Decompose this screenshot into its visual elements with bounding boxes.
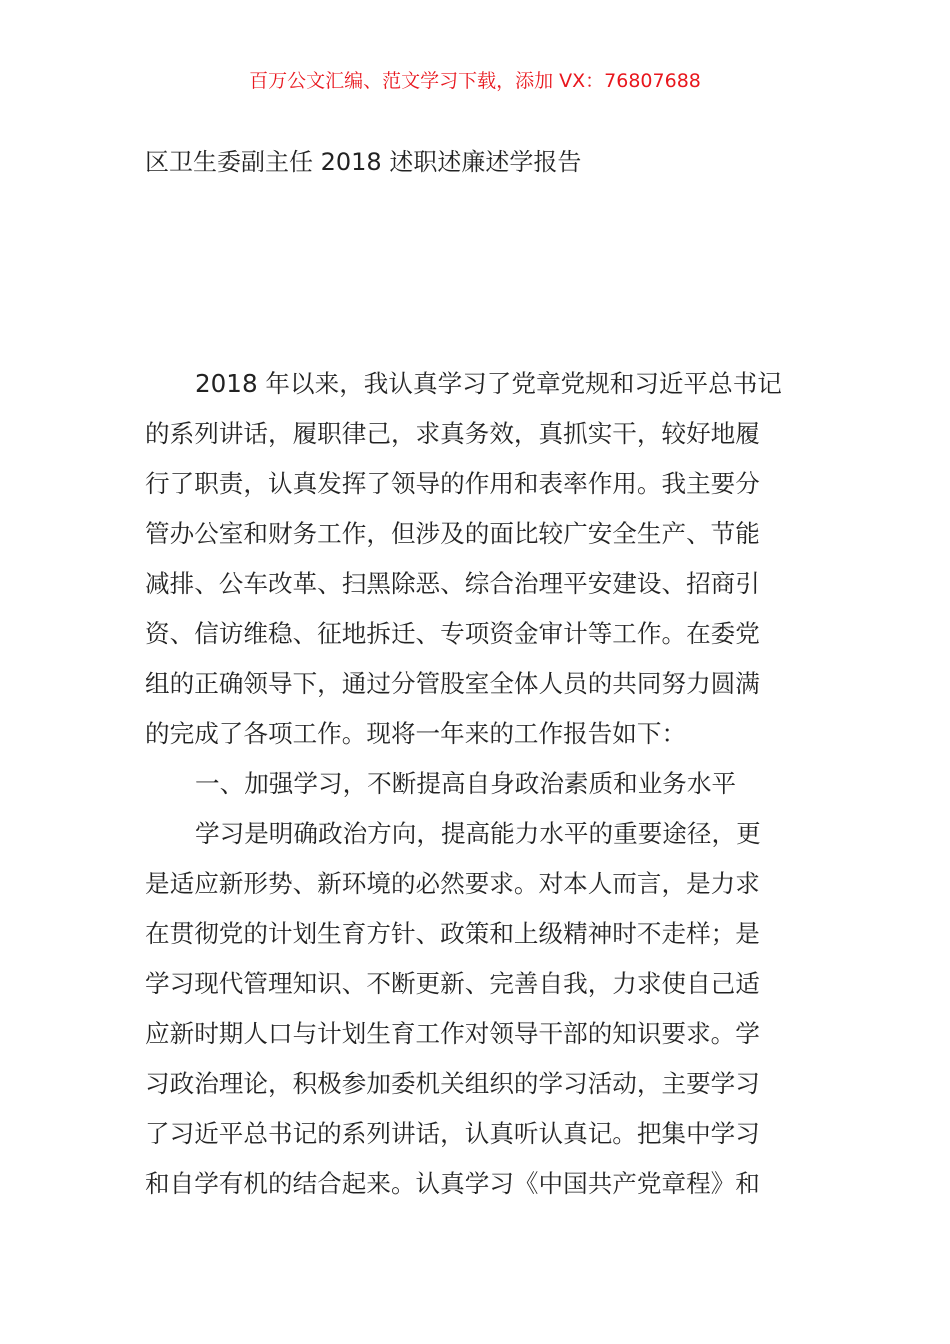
paragraph-line: 行了职责，认真发挥了领导的作用和表率作用。我主要分 <box>145 469 760 498</box>
paragraph-line: 的系列讲话，履职律己，求真务效，真抓实干，较好地履 <box>145 419 760 448</box>
paragraph-line: 学习是明确政治方向，提高能力水平的重要途径，更 <box>195 819 761 848</box>
section-heading: 一、加强学习，不断提高自身政治素质和业务水平 <box>195 769 737 798</box>
document-body <box>145 364 805 1214</box>
paragraph-line: 减排、公车改革、扫黑除恶、综合治理平安建设、招商引 <box>145 569 760 598</box>
paragraph-line: 和自学有机的结合起来。认真学习《中国共产党章程》和 <box>145 1169 760 1198</box>
watermark-banner: 百万公文汇编、范文学习下载，添加 VX：76807688 <box>249 70 701 92</box>
paragraph-line: 应新时期人口与计划生育工作对领导干部的知识要求。学 <box>145 1019 760 1048</box>
paragraph-line: 习政治理论，积极参加委机关组织的学习活动，主要学习 <box>145 1069 760 1098</box>
paragraph-line: 资、信访维稳、征地拆迁、专项资金审计等工作。在委党 <box>145 619 760 648</box>
paragraph-line: 2018 年以来，我认真学习了党章党规和习近平总书记 <box>195 369 782 398</box>
document-title: 区卫生委副主任 2018 述职述廉述学报告 <box>145 148 582 176</box>
paragraph-line: 组的正确领导下，通过分管股室全体人员的共同努力圆满 <box>145 669 760 698</box>
paragraph-line: 了习近平总书记的系列讲话，认真听认真记。把集中学习 <box>145 1119 760 1148</box>
paragraph-line: 管办公室和财务工作，但涉及的面比较广安全生产、节能 <box>145 519 760 548</box>
paragraph-line: 是适应新形势、新环境的必然要求。对本人而言，是力求 <box>145 869 760 898</box>
paragraph-line: 学习现代管理知识、不断更新、完善自我，力求使自己适 <box>145 969 760 998</box>
paragraph-line: 在贯彻党的计划生育方针、政策和上级精神时不走样；是 <box>145 919 760 948</box>
paragraph-line: 的完成了各项工作。现将一年来的工作报告如下： <box>145 719 687 748</box>
